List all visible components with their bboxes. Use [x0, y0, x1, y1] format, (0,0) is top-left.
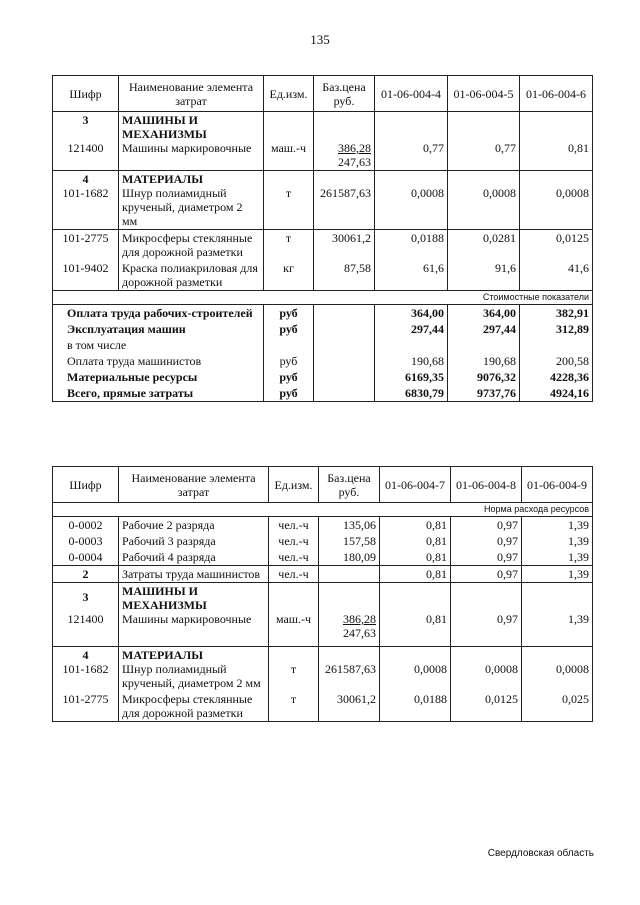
cost-unit: руб: [264, 305, 314, 322]
caption-row: [53, 503, 593, 517]
header-col-3: 01-06-004-9: [522, 467, 593, 503]
row-value-2: 91,6: [448, 260, 520, 291]
cost-value-1: 297,44: [375, 321, 448, 337]
row-price: 30061,2: [319, 691, 380, 722]
row-code: 0-0004: [53, 549, 119, 566]
cost-value-2: 364,00: [448, 305, 520, 322]
row-value-2: 0,77: [495, 141, 516, 155]
table-row: [53, 566, 593, 583]
row-name: Рабочие 2 разряда: [119, 517, 269, 534]
row-unit: чел.-ч: [269, 566, 319, 583]
cost-row: [53, 385, 593, 402]
row-price-top: 386,28: [343, 612, 376, 626]
resource-table-2: [52, 466, 593, 722]
cost-row: [53, 305, 593, 322]
row-value-1: 61,6: [375, 260, 448, 291]
header-name: Наименование элемента затрат: [119, 467, 269, 503]
cost-row: [53, 369, 593, 385]
table-row: [53, 533, 593, 549]
row-value-3: 0,0008: [556, 186, 589, 200]
cost-value-3: 312,89: [520, 321, 593, 337]
caption-row: [53, 291, 593, 305]
cost-value-3: 382,91: [520, 305, 593, 322]
row-price-bottom: 247,63: [343, 626, 376, 640]
row-name: Рабочий 4 разряда: [119, 549, 269, 566]
row-code: 121400: [67, 141, 104, 155]
row-price: 135,06: [319, 517, 380, 534]
section-title: МАШИНЫ И МЕХАНИЗМЫ: [122, 584, 207, 612]
row-value-1: 0,81: [380, 517, 451, 534]
header-unit: Ед.изм.: [269, 467, 319, 503]
cost-name: в том числе: [53, 337, 264, 353]
table-row: [53, 691, 593, 722]
row-unit: чел.-ч: [269, 549, 319, 566]
section-title: МАТЕРИАЛЫ: [122, 172, 203, 186]
row-name: Микросферы стеклянные для дорожной разметки: [119, 230, 264, 261]
row-value-1: 0,0008: [411, 186, 444, 200]
row-unit: маш.-ч: [270, 141, 307, 155]
row-unit: т: [285, 186, 292, 200]
row-price: 157,58: [319, 533, 380, 549]
row-price: 261587,63: [320, 186, 371, 200]
row-code: 101-2775: [53, 691, 119, 722]
resource-table-1: [52, 75, 593, 402]
row-price: 30061,2: [314, 230, 375, 261]
row-value-3: 1,39: [522, 566, 593, 583]
row-unit: т: [290, 662, 297, 676]
cost-name: Оплата труда машинистов: [53, 353, 264, 369]
row-name: Шнур полиамидный крученый, диаметром 2 мм: [122, 186, 243, 228]
cost-value-2: 9076,32: [448, 369, 520, 385]
table-row: [53, 230, 593, 261]
norm-caption: Норма расхода ресурсов: [53, 503, 593, 517]
section-row: [53, 171, 593, 230]
row-name: Микросферы стеклянные для дорожной разметки: [119, 691, 269, 722]
row-value-1: 0,81: [380, 533, 451, 549]
cost-unit: руб: [264, 321, 314, 337]
row-unit: чел.-ч: [269, 533, 319, 549]
header-col-1: 01-06-004-7: [380, 467, 451, 503]
cost-name: Эксплуатация машин: [53, 321, 264, 337]
row-value-3: 41,6: [520, 260, 593, 291]
cost-name: Оплата труда рабочих-строителей: [53, 305, 264, 322]
header-col-2: 01-06-004-5: [448, 76, 520, 112]
section-title: МАШИНЫ И МЕХАНИЗМЫ: [122, 113, 207, 141]
row-value-2: 0,0008: [483, 186, 516, 200]
row-code: 0-0002: [53, 517, 119, 534]
cost-value-3: 200,58: [520, 353, 593, 369]
header-col-1: 01-06-004-4: [375, 76, 448, 112]
cost-row: [53, 321, 593, 337]
row-value-3: 0,81: [568, 141, 589, 155]
cost-value-2: 190,68: [448, 353, 520, 369]
row-price: 87,58: [314, 260, 375, 291]
row-code: 0-0003: [53, 533, 119, 549]
row-value-2: 0,97: [451, 549, 522, 566]
section-row: [53, 583, 593, 647]
section-code: 3: [82, 590, 89, 604]
cost-value-2: 297,44: [448, 321, 520, 337]
header-name: Наименование элемента затрат: [119, 76, 264, 112]
cost-value-1: 6830,79: [375, 385, 448, 402]
row-price: 180,09: [319, 549, 380, 566]
row-value-1: 0,77: [423, 141, 444, 155]
section-row: [53, 647, 593, 692]
row-value-1: 0,81: [380, 549, 451, 566]
cost-value-2: 9737,76: [448, 385, 520, 402]
row-value-2: 0,0281: [448, 230, 520, 261]
table-row: [53, 260, 593, 291]
row-value-1: 0,0008: [414, 662, 447, 676]
row-price: 261587,63: [325, 662, 376, 676]
row-name: Машины маркировочные: [122, 141, 252, 155]
table-header-row: [53, 76, 593, 112]
row-value-1: 0,0188: [375, 230, 448, 261]
row-value-2: 0,97: [451, 566, 522, 583]
row-value-2: 0,0008: [485, 662, 518, 676]
row-code: 101-2775: [53, 230, 119, 261]
row-code: 101-9402: [53, 260, 119, 291]
row-value-3: 1,39: [522, 517, 593, 534]
row-price: [319, 566, 380, 583]
row-value-2: 0,97: [451, 517, 522, 534]
header-col-3: 01-06-004-6: [520, 76, 593, 112]
row-code: 101-1682: [62, 662, 109, 676]
row-name: Рабочий 3 разряда: [119, 533, 269, 549]
cost-value-3: 4228,36: [520, 369, 593, 385]
row-value-1: 0,0188: [380, 691, 451, 722]
row-price-bottom: 247,63: [338, 155, 371, 169]
header-price: Баз.цена руб.: [314, 76, 375, 112]
cost-unit: руб: [264, 385, 314, 402]
row-unit: маш.-ч: [275, 612, 312, 626]
row-value-1: 0,81: [380, 566, 451, 583]
page-number: 135: [310, 32, 330, 47]
table-header-row: [53, 467, 593, 503]
cost-row: [53, 337, 593, 353]
row-name: Машины маркировочные: [122, 612, 252, 626]
row-value-3: 1,39: [568, 612, 589, 626]
row-value-3: 0,0125: [520, 230, 593, 261]
cost-unit: руб: [264, 369, 314, 385]
cost-row: [53, 353, 593, 369]
cost-unit: руб: [264, 353, 314, 369]
header-code: Шифр: [53, 76, 119, 112]
row-value-3: 0,0008: [556, 662, 589, 676]
section-code: 3: [82, 113, 89, 127]
row-value-1: 0,81: [426, 612, 447, 626]
cost-value-1: 6169,35: [375, 369, 448, 385]
header-col-2: 01-06-004-8: [451, 467, 522, 503]
cost-value-1: 190,68: [375, 353, 448, 369]
row-value-3: 1,39: [522, 549, 593, 566]
table-row: [53, 517, 593, 534]
table-row: [53, 549, 593, 566]
row-value-2: 0,97: [497, 612, 518, 626]
row-unit: т: [264, 230, 314, 261]
cost-value-3: 4924,16: [520, 385, 593, 402]
cost-name: Материальные ресурсы: [53, 369, 264, 385]
row-code: 121400: [67, 612, 104, 626]
row-unit: чел.-ч: [269, 517, 319, 534]
row-value-2: 0,0125: [451, 691, 522, 722]
row-value-3: 1,39: [522, 533, 593, 549]
row-code: 101-1682: [62, 186, 109, 200]
row-value-3: 0,025: [522, 691, 593, 722]
row-name: Затраты труда машинистов: [119, 566, 269, 583]
header-code: Шифр: [53, 467, 119, 503]
section-code: 4: [82, 172, 89, 186]
section-code: 4: [82, 648, 89, 662]
row-unit: кг: [264, 260, 314, 291]
row-code: 2: [53, 566, 119, 583]
section-title: МАТЕРИАЛЫ: [122, 648, 203, 662]
row-name: Шнур полиамидный крученый, диаметром 2 мм: [122, 662, 261, 690]
row-name: Краска полиакриловая для дорожной разметки: [119, 260, 264, 291]
row-value-2: 0,97: [451, 533, 522, 549]
cost-name: Всего, прямые затраты: [53, 385, 264, 402]
cost-value-1: 364,00: [375, 305, 448, 322]
header-price: Баз.цена руб.: [319, 467, 380, 503]
row-unit: т: [269, 691, 319, 722]
cost-caption: Стоимостные показатели: [53, 291, 593, 305]
section-row: [53, 112, 593, 171]
header-unit: Ед.изм.: [264, 76, 314, 112]
row-price-top: 386,28: [338, 141, 371, 155]
footer-region: Свердловская область: [487, 848, 594, 859]
